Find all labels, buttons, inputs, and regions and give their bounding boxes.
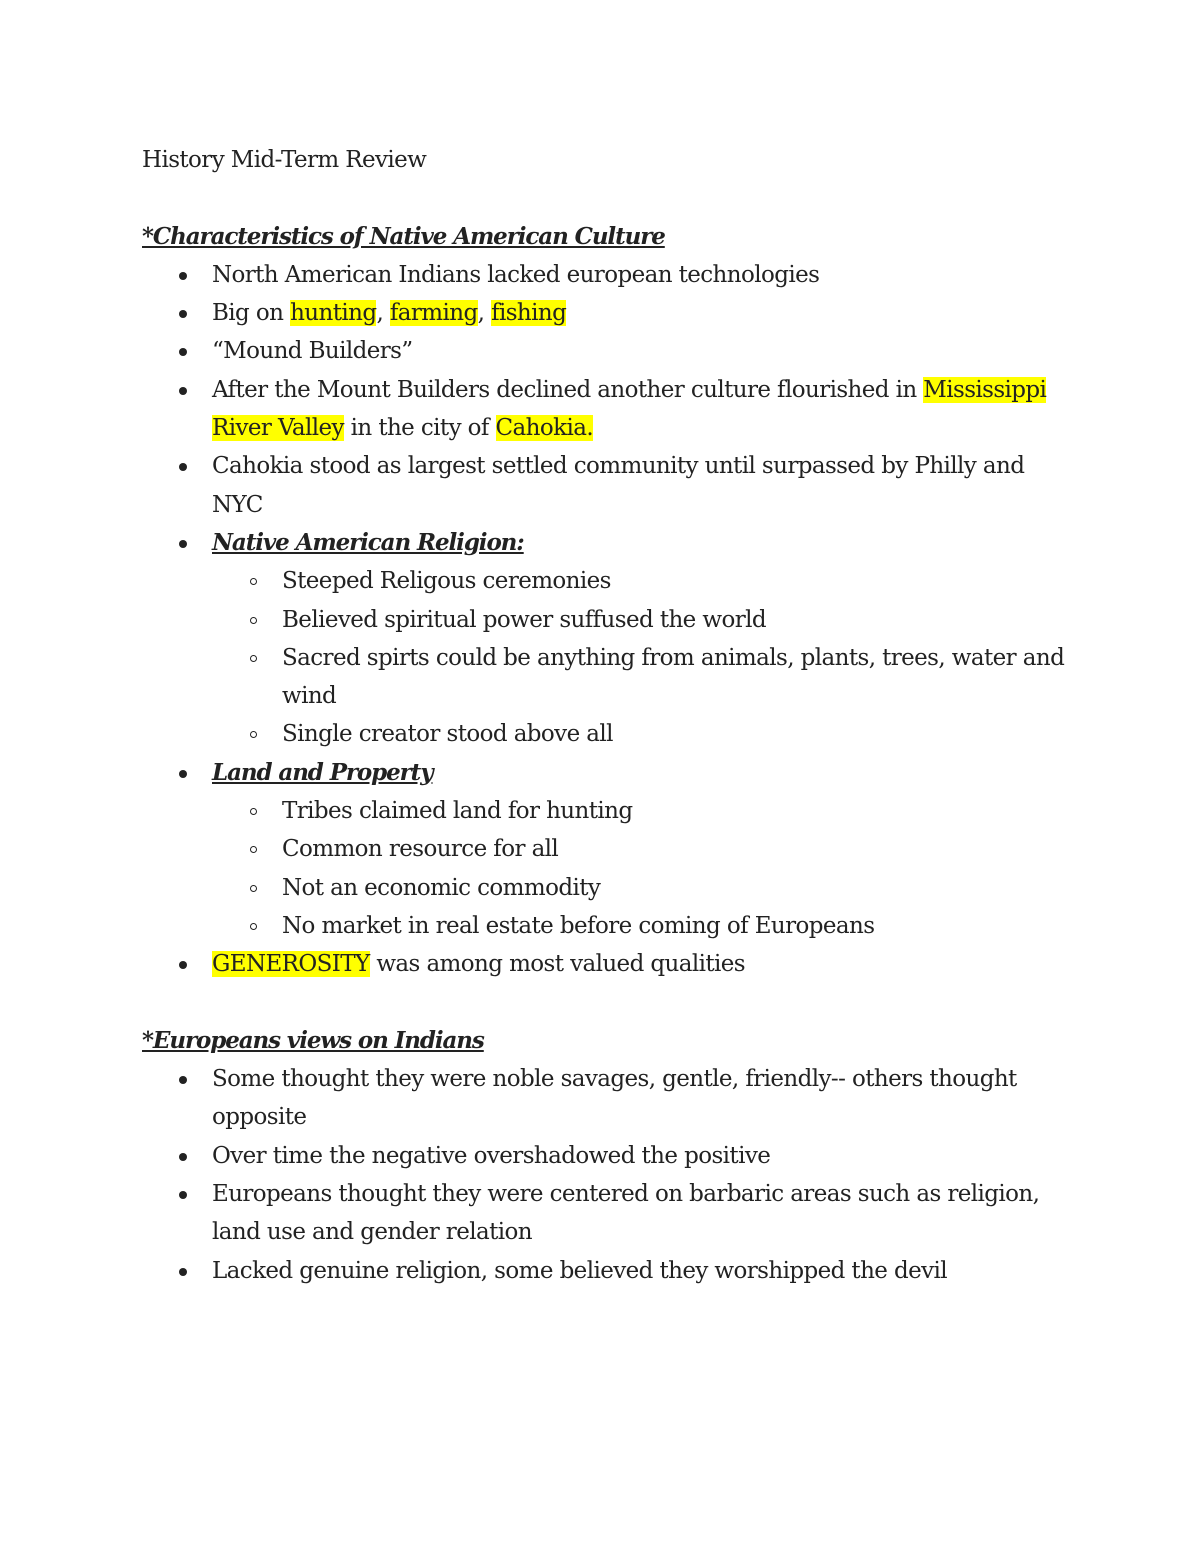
highlight-fishing: fishing — [491, 300, 567, 327]
highlight-hunting: hunting — [290, 300, 377, 327]
document-title: History Mid-Term Review — [142, 147, 427, 173]
list-item-land — [142, 754, 1072, 945]
separator: , — [477, 300, 492, 327]
subheading-land: Land and Property — [212, 758, 433, 786]
subheading-religion: Native American Religion: — [212, 528, 524, 556]
list-item: Europeans thought they were centered on barbaric areas such as religion, land use and gender relation — [142, 1175, 1072, 1252]
document-body — [142, 141, 1072, 1290]
list-item: Cahokia stood as largest settled community until surpassed by Philly and NYC — [142, 447, 1072, 524]
separator: , — [376, 300, 390, 327]
blank-line — [142, 179, 1072, 217]
list-item: “Mound Builders” — [142, 332, 1072, 370]
highlight-mississippi: Mississippi River Valley — [212, 376, 1047, 442]
sublist-item: Not an economic commodity — [212, 869, 1072, 907]
list-item — [142, 371, 1072, 448]
list-item: North American Indians lacked european technologies — [142, 256, 1072, 294]
sublist-item: Common resource for all — [212, 830, 1072, 868]
list-item: Some thought they were noble savages, gentle, friendly-- others thought opposite — [142, 1060, 1072, 1137]
list-item — [142, 294, 1072, 332]
sublist-item: No market in real estate before coming of Europeans — [212, 907, 1072, 945]
sublist-item: Believed spiritual power suffused the world — [212, 601, 1072, 639]
item-text: Big on — [212, 300, 291, 327]
sublist-item: Single creator stood above all — [212, 715, 1072, 753]
highlight-farming: farming — [389, 300, 478, 327]
blank-line — [142, 984, 1072, 1022]
list-item: Lacked genuine religion, some believed they worshipped the devil — [142, 1252, 1072, 1290]
section-heading-european-views: *Europeans views on Indians — [142, 1026, 484, 1054]
item-text: in the city of — [343, 415, 496, 442]
sublist-item: Tribes claimed land for hunting — [212, 792, 1072, 830]
highlight-generosity: GENEROSITY — [212, 951, 370, 978]
section-heading-native-culture: *Characteristics of Native American Culture — [142, 222, 665, 250]
list-item-religion — [142, 524, 1072, 754]
religion-sublist — [212, 562, 1072, 753]
list-item — [142, 945, 1072, 983]
european-views-list — [142, 1060, 1072, 1290]
highlight-cahokia: Cahokia. — [495, 415, 594, 442]
native-culture-list — [142, 256, 1072, 984]
sublist-item: Sacred spirts could be anything from animals, plants, trees, water and wind — [212, 639, 1072, 716]
list-item: Over time the negative overshadowed the positive — [142, 1137, 1072, 1175]
sublist-item: Steeped Religous ceremonies — [212, 562, 1072, 600]
item-text: After the Mount Builders declined another culture flourished in — [212, 376, 924, 403]
land-sublist — [212, 792, 1072, 945]
item-text: was among most valued qualities — [369, 951, 745, 978]
